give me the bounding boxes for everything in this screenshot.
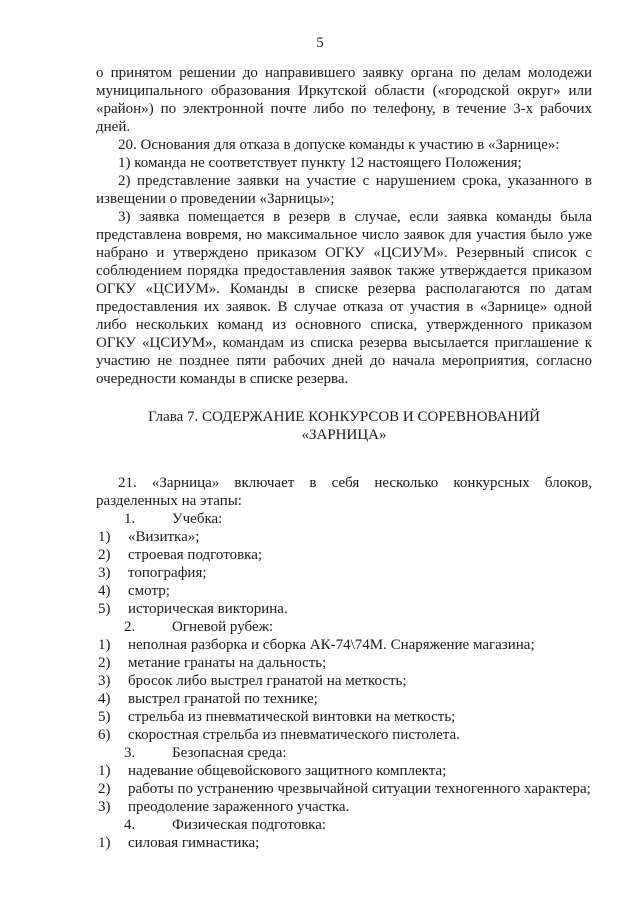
list-item-text: стрельба из пневматической винтовки на меткость;	[128, 709, 456, 725]
chapter-heading	[96, 408, 592, 444]
list-item	[96, 528, 592, 546]
list-item-number: 6)	[98, 727, 111, 743]
list-item-text: выстрел гранатой по технике;	[128, 691, 318, 707]
list-item-text: смотр;	[128, 583, 170, 599]
list-item-number: 5)	[98, 601, 111, 617]
paragraph-reason-3: 3) заявка помещается в резерв в случае, если заявка команды была представлена вовремя, но максимальное число заявок для участия было уже набрано и утверждено приказом ОГКУ «ЦСИУМ». Резервный список с соблюдением порядка предоставления заявок также утверждается приказом ОГКУ «ЦСИУМ». Команды в списке резерва располагаются по датам предоставления их заявок. В случае отказа от участия в «Зарнице» одной либо нескольких команд из основного списка, утвержденного приказом ОГКУ «ЦСИУМ», командам из списка резерва высылается приглашение к участию не позднее пяти рабочих дней до начала мероприятия, согласно очередности команды в списке резерва.	[96, 209, 592, 387]
stage-heading	[96, 816, 592, 834]
stage-heading	[96, 510, 592, 528]
list-item-number: 2)	[98, 781, 111, 797]
list-item	[96, 834, 592, 852]
list-item-text: неполная разборка и сборка АК-74\74М. Снаряжение магазина;	[128, 637, 535, 653]
list-item-text: надевание общевойскового защитного комплекта;	[128, 763, 447, 779]
stage-title: Учебка:	[172, 511, 223, 527]
stage-title: Огневой рубеж:	[172, 619, 274, 635]
chapter-heading-line-2: «ЗАРНИЦА»	[301, 427, 387, 443]
list-item-number: 3)	[98, 565, 111, 581]
list-item-number: 3)	[98, 799, 111, 815]
list-item-text: работы по устранению чрезвычайной ситуации техногенного характера;	[128, 781, 591, 797]
list-item	[96, 726, 592, 744]
stages-list	[96, 510, 592, 852]
stage-number: 4.	[124, 817, 136, 833]
list-item-text: бросок либо выстрел гранатой на меткость;	[128, 673, 407, 689]
stage-title: Физическая подготовка:	[172, 817, 327, 833]
stage-number: 3.	[124, 745, 136, 761]
paragraph-item-21: 21. «Зарница» включает в себя несколько конкурсных блоков, разделенных на этапы:	[96, 475, 592, 509]
list-item-text: силовая гимнастика;	[128, 835, 260, 851]
list-item-number: 2)	[98, 655, 111, 671]
chapter-heading-line-1: Глава 7. СОДЕРЖАНИЕ КОНКУРСОВ И СОРЕВНОВАНИЙ	[148, 409, 540, 425]
stage-title: Безопасная среда:	[172, 745, 287, 761]
list-item-number: 4)	[98, 691, 111, 707]
stage-heading	[96, 618, 592, 636]
list-item-number: 3)	[98, 673, 111, 689]
list-item	[96, 636, 592, 654]
list-item	[96, 690, 592, 708]
list-item	[96, 564, 592, 582]
list-item-number: 5)	[98, 709, 111, 725]
paragraph-reason-1: 1) команда не соответствует пункту 12 настоящего Положения;	[118, 155, 522, 171]
list-item-number: 1)	[98, 637, 111, 653]
stage-number: 2.	[124, 619, 136, 635]
list-item-number: 1)	[98, 763, 111, 779]
list-item-text: «Визитка»;	[128, 529, 200, 545]
paragraph-continuation: о принятом решении до направившего заявку органа по делам молодежи муниципального образования Иркутской области («городской округ» или «район») по электронной почте либо по телефону, в течение 3-х рабочих дней.	[96, 65, 592, 135]
list-item-number: 2)	[98, 547, 111, 563]
paragraph-reason-2: 2) представление заявки на участие с нарушением срока, указанного в извещении о проведении «Зарницы»;	[96, 173, 592, 207]
list-item	[96, 582, 592, 600]
paragraph-item-20: 20. Основания для отказа в допуске команды к участию в «Зарнице»:	[118, 137, 560, 153]
list-item-text: преодоление зараженного участка.	[128, 799, 350, 815]
stage-heading	[96, 744, 592, 762]
list-item-number: 1)	[98, 529, 111, 545]
document-body	[96, 64, 592, 852]
list-item-text: скоростная стрельба из пневматического пистолета.	[128, 727, 460, 743]
list-item-text: топография;	[128, 565, 207, 581]
list-item	[96, 546, 592, 564]
page-number: 5	[316, 35, 324, 51]
list-item-text: историческая викторина.	[128, 601, 288, 617]
list-item	[96, 780, 592, 798]
list-item-text: строевая подготовка;	[128, 547, 263, 563]
list-item	[96, 762, 592, 780]
list-item-number: 1)	[98, 835, 111, 851]
list-item-text: метание гранаты на дальность;	[128, 655, 327, 671]
list-item	[96, 654, 592, 672]
list-item-number: 4)	[98, 583, 111, 599]
stage-number: 1.	[124, 511, 136, 527]
list-item	[96, 672, 592, 690]
list-item	[96, 708, 592, 726]
list-item	[96, 798, 592, 816]
list-item	[96, 600, 592, 618]
